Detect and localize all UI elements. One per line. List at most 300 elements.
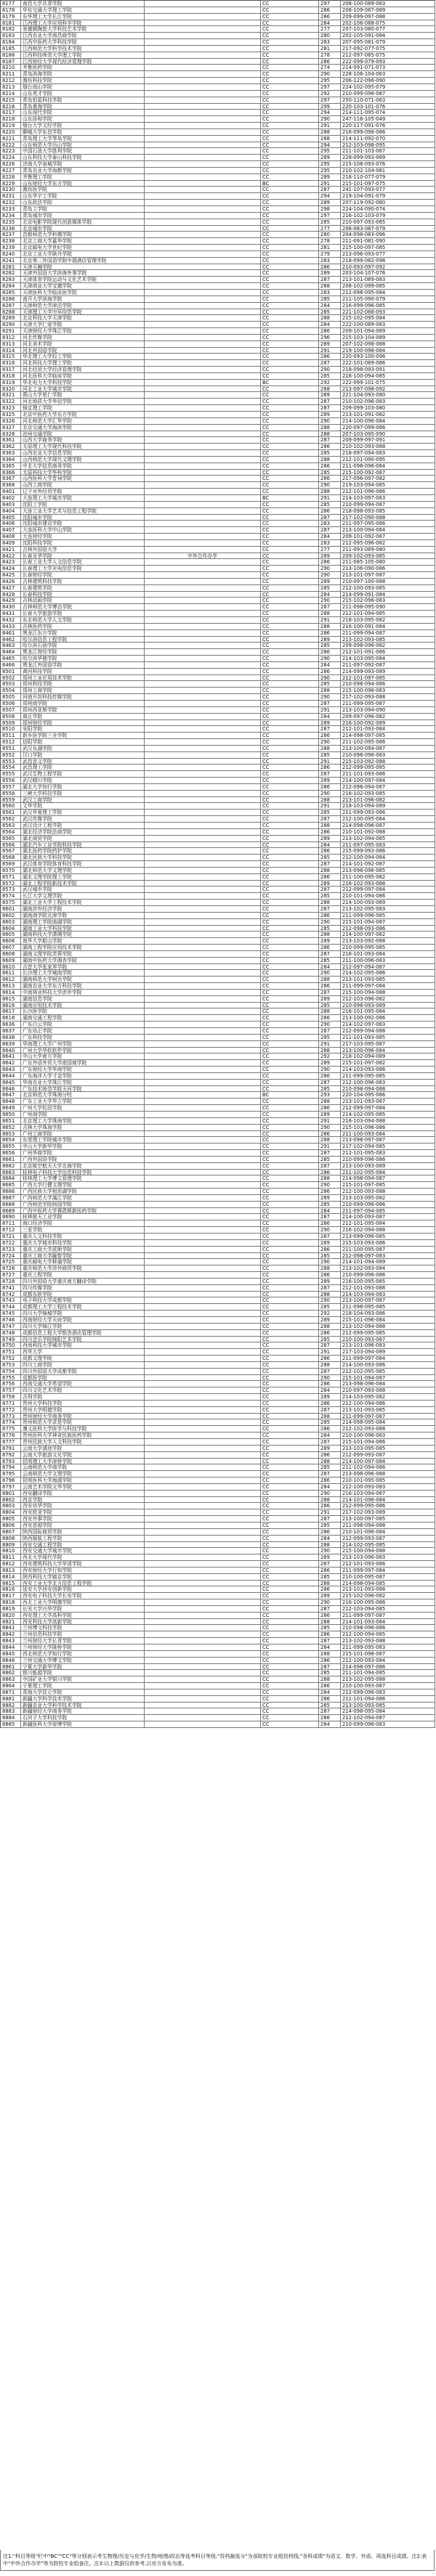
table-row	[1, 803, 435, 810]
school-code-cell: 8574	[1, 893, 21, 899]
school-code-cell: 8224	[1, 155, 21, 160]
school-name-cell: 南昌大学共青学院	[21, 1, 145, 7]
table-row	[1, 1163, 435, 1170]
school-name-cell: 西安欧亚学院	[21, 1509, 145, 1515]
school-name-cell: 湖北商贸学院	[21, 836, 145, 841]
school-code-cell: 8553	[1, 759, 21, 765]
school-name-cell: 湖南工业大学科技学院	[21, 926, 145, 932]
table-row	[1, 881, 435, 887]
min-score-cell: 290	[319, 739, 341, 745]
subject-scores-cell: 213-100-093-085	[341, 1703, 435, 1708]
table-row	[1, 1619, 435, 1626]
subject-scores-cell: 209-099-103-080	[341, 405, 435, 411]
school-name-cell: 吉林医药学院	[21, 624, 145, 629]
subject-scores-cell: 210-100-093-087	[341, 1683, 435, 1689]
min-score-cell: 288	[319, 1542, 341, 1548]
subject-scores-cell: 218-110-077-079	[341, 174, 435, 180]
school-code-cell: 8409	[1, 540, 21, 546]
min-score-cell: 288	[319, 1099, 341, 1104]
min-score-cell: 285	[319, 296, 341, 302]
remark-cell	[145, 1426, 261, 1432]
table-row	[1, 1279, 435, 1285]
subject-scores-cell: 220-093-100-096	[341, 354, 435, 359]
school-code-cell: 8462	[1, 637, 21, 643]
table-row	[1, 283, 435, 290]
school-name-cell: 陕西服装工程学院	[21, 1536, 145, 1541]
subject-level-cell: CC	[261, 26, 319, 32]
subject-scores-cell: 213-100-093-089	[341, 1163, 435, 1169]
subject-scores-cell: 211-091-081-090	[341, 238, 435, 244]
school-code-cell: 8561	[1, 810, 21, 815]
remark-cell	[145, 14, 261, 20]
school-code-cell: 8726	[1, 1265, 21, 1271]
remark-cell	[145, 296, 261, 302]
subject-scores-cell: 213-098-096-084	[341, 1381, 435, 1387]
min-score-cell: 290	[319, 1125, 341, 1130]
remark-cell	[145, 1419, 261, 1425]
subject-scores-cell: 213-101-096-083	[341, 1342, 435, 1348]
table-row	[1, 360, 435, 367]
school-code-cell: 8319	[1, 380, 21, 386]
remark-cell	[145, 1028, 261, 1034]
min-score-cell: 287	[319, 886, 341, 892]
school-name-cell: 济南大学泉城学院	[21, 161, 145, 167]
school-code-cell: 8461	[1, 630, 21, 636]
subject-level-cell: CC	[261, 1439, 319, 1445]
subject-scores-cell: 211-099-097-084	[341, 1356, 435, 1361]
school-code-cell: 8284	[1, 283, 21, 289]
school-code-cell: 8814	[1, 1574, 21, 1580]
subject-scores-cell: 209-099-097-091	[341, 437, 435, 443]
subject-scores-cell: 212-102-093-088	[341, 1426, 435, 1432]
subject-level-cell: CC	[261, 996, 319, 1002]
remark-cell	[145, 200, 261, 205]
remark-cell	[145, 791, 261, 796]
school-code-cell: 8570	[1, 868, 21, 873]
remark-cell	[145, 129, 261, 135]
subject-level-cell: CC	[261, 1259, 319, 1265]
subject-level-cell: CC	[261, 977, 319, 982]
min-score-cell: 286	[319, 1683, 341, 1689]
school-name-cell: 黑龙江财经学院	[21, 649, 145, 655]
subject-level-cell: CC	[261, 1471, 319, 1477]
remark-cell	[145, 1407, 261, 1413]
subject-level-cell: CC	[261, 245, 319, 250]
subject-scores-cell: 214-099-093-089	[341, 669, 435, 674]
table-row	[1, 611, 435, 617]
min-score-cell: 290	[319, 418, 341, 424]
subject-scores-cell: 214-101-092-087	[341, 861, 435, 867]
table-row	[1, 1606, 435, 1613]
subject-scores-cell: 213-103-092-088	[341, 938, 435, 944]
school-name-cell: 宁夏大学新华学院	[21, 1664, 145, 1670]
subject-level-cell: CC	[261, 1337, 319, 1342]
min-score-cell: 286	[319, 1381, 341, 1387]
school-name-cell: 广州商学院	[21, 1112, 145, 1117]
school-name-cell: 成都文理学院	[21, 1356, 145, 1361]
school-code-cell: 8315	[1, 354, 21, 359]
school-name-cell: 西安财经大学行知学院	[21, 1568, 145, 1573]
subject-scores-cell: 211-101-093-085	[341, 1035, 435, 1040]
school-code-cell: 8792	[1, 1452, 21, 1458]
subject-level-cell: CC	[261, 1561, 319, 1567]
school-code-cell: 8749	[1, 1337, 21, 1342]
school-name-cell: 桂林理工大学博文管理学院	[21, 1175, 145, 1181]
school-name-cell: 天津商业大学宝德学院	[21, 283, 145, 289]
subject-scores-cell: 216-100-095-085	[341, 1279, 435, 1284]
school-name-cell: 天津财经大学珠江学院	[21, 328, 145, 334]
table-row	[1, 900, 435, 906]
remark-cell	[145, 1195, 261, 1201]
table-row	[1, 168, 435, 174]
school-code-cell: 8795	[1, 1471, 21, 1477]
min-score-cell: 290	[319, 598, 341, 603]
min-score-cell: 285	[319, 893, 341, 899]
table-row	[1, 1202, 435, 1208]
subject-scores-cell: 219-103-094-085	[341, 482, 435, 488]
school-name-cell: 青岛恒星科技学院	[21, 97, 145, 103]
remark-cell	[145, 1523, 261, 1528]
subject-level-cell: CC	[261, 900, 319, 905]
subject-scores-cell: 211-099-096-085	[341, 913, 435, 918]
school-code-cell: 8501	[1, 669, 21, 674]
subject-scores-cell: 213-100-096-084	[341, 1048, 435, 1053]
school-code-cell: 8608	[1, 951, 21, 957]
subject-scores-cell: 218-102-094-089	[341, 1053, 435, 1059]
school-code-cell: 8563	[1, 823, 21, 828]
table-row	[1, 116, 435, 123]
school-code-cell: 8650	[1, 1112, 21, 1117]
school-code-cell: 8791	[1, 1446, 21, 1451]
school-name-cell: 山西工商学院	[21, 482, 145, 488]
subject-scores-cell: 215-108-093-076	[341, 161, 435, 167]
subject-scores-cell: 220-097-099-086	[341, 425, 435, 431]
school-code-cell: 8806	[1, 1523, 21, 1528]
school-code-cell: 8229	[1, 181, 21, 187]
subject-level-cell: CC	[261, 720, 319, 726]
remark-cell	[145, 1509, 261, 1515]
subject-scores-cell: 212-103-096-082	[341, 996, 435, 1002]
remark-cell	[145, 1516, 261, 1522]
subject-level-cell: CC	[261, 110, 319, 115]
subject-scores-cell: 212-098-097-083	[341, 1253, 435, 1259]
min-score-cell: 290	[319, 1227, 341, 1233]
min-score-cell: 290	[319, 71, 341, 77]
table-row	[1, 245, 435, 251]
table-row	[1, 1086, 435, 1093]
school-name-cell: 天津体育学院运动与文化艺术学院	[21, 277, 145, 282]
remark-cell	[145, 1568, 261, 1573]
school-code-cell: 8285	[1, 290, 21, 295]
subject-level-cell: CC	[261, 881, 319, 886]
remark-cell	[145, 1067, 261, 1072]
remark-cell	[145, 1586, 261, 1592]
remark-cell	[145, 836, 261, 841]
min-score-cell: 286	[319, 1529, 341, 1535]
subject-level-cell: CC	[261, 707, 319, 713]
min-score-cell: 291	[319, 123, 341, 129]
subject-level-cell: CC	[261, 1067, 319, 1072]
table-row	[1, 123, 435, 129]
school-code-cell: 8506	[1, 701, 21, 706]
subject-scores-cell: 210-098-094-086	[341, 681, 435, 687]
remark-cell	[145, 463, 261, 469]
min-score-cell: 290	[319, 1548, 341, 1554]
subject-level-cell: CC	[261, 1349, 319, 1355]
remark-cell	[145, 1125, 261, 1130]
min-score-cell: 284	[319, 1536, 341, 1541]
table-row	[1, 746, 435, 752]
table-row	[1, 938, 435, 945]
school-name-cell: 四川文化艺术学院	[21, 1387, 145, 1393]
subject-level-cell: CC	[261, 861, 319, 867]
subject-scores-cell: 213-101-093-085	[341, 977, 435, 982]
school-name-cell: 汉口学院	[21, 752, 145, 758]
min-score-cell: 286	[319, 630, 341, 636]
school-code-cell: 8728	[1, 1279, 21, 1284]
table-row	[1, 354, 435, 360]
school-code-cell: 8431	[1, 611, 21, 616]
subject-level-cell: CC	[261, 611, 319, 616]
remark-cell	[145, 386, 261, 392]
remark-cell	[145, 1401, 261, 1406]
subject-scores-cell: 210-099-096-083	[341, 1721, 435, 1727]
min-score-cell: 287	[319, 604, 341, 610]
school-name-cell: 江西科技师范大学理工学院	[21, 52, 145, 58]
school-code-cell: 8724	[1, 1253, 21, 1259]
school-code-cell: 8217	[1, 110, 21, 115]
table-row	[1, 1240, 435, 1247]
subject-scores-cell: 208-100-089-083	[341, 1, 435, 7]
school-code-cell: 8643	[1, 1067, 21, 1072]
subject-level-cell: CC	[261, 444, 319, 449]
subject-scores-cell: 215-101-097-082	[341, 1060, 435, 1066]
remark-cell	[145, 84, 261, 90]
remark-cell	[145, 1022, 261, 1027]
school-code-cell: 8362	[1, 444, 21, 449]
subject-scores-cell: 212-097-094-087	[341, 964, 435, 970]
school-code-cell: 8286	[1, 296, 21, 302]
min-score-cell: 288	[319, 1292, 341, 1297]
min-score-cell: 287	[319, 701, 341, 706]
subject-scores-cell: 215-102-096-083	[341, 598, 435, 603]
min-score-cell: 289	[319, 270, 341, 276]
school-name-cell: 新乡医学院三全学院	[21, 733, 145, 738]
school-code-cell: 8312	[1, 335, 21, 341]
school-name-cell: 广东财经大学华商学院	[21, 1067, 145, 1072]
school-code-cell: 8316	[1, 360, 21, 366]
school-name-cell: 黑龙江外国语学院	[21, 662, 145, 668]
table-row	[1, 380, 435, 386]
school-name-cell: 东莞理工学院城市学院	[21, 1137, 145, 1143]
min-score-cell: 286	[319, 1426, 341, 1432]
remark-cell	[145, 322, 261, 327]
subject-scores-cell: 214-103-095-082	[341, 1394, 435, 1400]
remark-cell	[145, 425, 261, 431]
table-row	[1, 681, 435, 688]
subject-level-cell: CC	[261, 1112, 319, 1117]
min-score-cell: 283	[319, 540, 341, 546]
min-score-cell: 288	[319, 1175, 341, 1181]
remark-cell	[145, 733, 261, 738]
remark-cell	[145, 861, 261, 867]
school-name-cell: 武汉晴川学院	[21, 778, 145, 783]
school-name-cell: 广州大学华软软件学院	[21, 1048, 145, 1053]
subject-level-cell: CC	[261, 59, 319, 65]
school-code-cell: 8651	[1, 1118, 21, 1124]
min-score-cell: 289	[319, 174, 341, 180]
subject-level-cell: CC	[261, 174, 319, 180]
subject-scores-cell: 211-100-093-084	[341, 1131, 435, 1137]
subject-scores-cell: 212-100-094-085	[341, 1631, 435, 1637]
school-code-cell: 8572	[1, 881, 21, 886]
subject-level-cell: CC	[261, 791, 319, 796]
min-score-cell: 284	[319, 322, 341, 327]
subject-level-cell: CC	[261, 412, 319, 417]
table-row	[1, 1484, 435, 1491]
subject-level-cell: BC	[261, 380, 319, 386]
remark-cell	[145, 1003, 261, 1008]
remark-cell	[145, 1439, 261, 1445]
remark-cell	[145, 1561, 261, 1567]
subject-scores-cell: 210-098-096-083	[341, 752, 435, 758]
min-score-cell: 283	[319, 258, 341, 264]
remark-cell	[145, 1272, 261, 1278]
min-score-cell: 291	[319, 1349, 341, 1355]
subject-scores-cell: 222-099-101-075	[341, 380, 435, 386]
table-row	[1, 78, 435, 84]
school-name-cell: 成都理工大学工程技术学院	[21, 1304, 145, 1310]
remark-cell	[145, 932, 261, 937]
subject-scores-cell: 216-103-094-088	[341, 1118, 435, 1124]
table-row	[1, 791, 435, 797]
remark-cell	[145, 1356, 261, 1361]
remark-cell	[145, 482, 261, 488]
school-code-cell: 8211	[1, 71, 21, 77]
school-code-cell: 8240	[1, 251, 21, 257]
school-code-cell: 8221	[1, 136, 21, 142]
subject-scores-cell: 217-102-090-088	[341, 515, 435, 521]
subject-level-cell: CC	[261, 1484, 319, 1490]
remark-cell	[145, 1086, 261, 1092]
school-name-cell: 青海大学昆仑学院	[21, 1690, 145, 1695]
school-name-cell: 武汉东湖学院	[21, 746, 145, 751]
remark-cell	[145, 1008, 261, 1014]
remark-cell	[145, 1715, 261, 1721]
subject-level-cell: CC	[261, 1292, 319, 1297]
subject-scores-cell: 215-101-096-084	[341, 1317, 435, 1323]
school-code-cell: 8283	[1, 277, 21, 282]
table-row	[1, 258, 435, 264]
school-code-cell: 8218	[1, 116, 21, 122]
school-code-cell: 8212	[1, 78, 21, 83]
subject-scores-cell: 211-099-097-087	[341, 1414, 435, 1419]
remark-cell	[145, 232, 261, 237]
table-row	[1, 39, 435, 46]
school-code-cell: 8213	[1, 84, 21, 90]
school-name-cell: 武汉传媒学院	[21, 816, 145, 822]
school-code-cell: 8181	[1, 20, 21, 26]
remark-cell	[145, 1214, 261, 1220]
table-row	[1, 848, 435, 855]
remark-cell	[145, 206, 261, 212]
subject-scores-cell: 221-102-088-093	[341, 309, 435, 315]
table-row	[1, 367, 435, 373]
table-row	[1, 52, 435, 59]
school-code-cell: 8321	[1, 392, 21, 398]
school-code-cell: 8288	[1, 309, 21, 315]
remark-cell	[145, 881, 261, 886]
school-name-cell: 昆明理工大学津桥学院	[21, 1459, 145, 1464]
school-name-cell: 西安翻译学院	[21, 1491, 145, 1496]
school-name-cell: 西南科技大学城市学院	[21, 1342, 145, 1348]
remark-cell	[145, 784, 261, 790]
subject-level-cell: CC	[261, 585, 319, 591]
subject-scores-cell: 211-098-095-085	[341, 1304, 435, 1310]
table-row	[1, 1234, 435, 1240]
table-row	[1, 726, 435, 733]
subject-scores-cell: 213-103-095-085	[341, 1446, 435, 1451]
subject-level-cell: CC	[261, 7, 319, 13]
min-score-cell: 291	[319, 1118, 341, 1124]
min-score-cell: 287	[319, 990, 341, 995]
subject-level-cell: CC	[261, 1703, 319, 1708]
table-row	[1, 1625, 435, 1631]
table-row	[1, 1182, 435, 1189]
school-code-cell: 8555	[1, 771, 21, 777]
subject-scores-cell: 211-101-103-067	[341, 148, 435, 154]
subject-level-cell: CC	[261, 1381, 319, 1387]
school-name-cell: 湖北工程学院新技术学院	[21, 881, 145, 886]
subject-level-cell: BC	[261, 495, 319, 501]
subject-level-cell: CC	[261, 1060, 319, 1066]
subject-scores-cell: 214-102-097-083	[341, 1022, 435, 1027]
school-name-cell: 武汉城市学院	[21, 886, 145, 892]
subject-level-cell: CC	[261, 669, 319, 674]
subject-scores-cell: 209-101-092-087	[341, 534, 435, 539]
subject-level-cell: CC	[261, 662, 319, 668]
remark-cell	[145, 643, 261, 648]
table-row	[1, 1432, 435, 1439]
school-code-cell: 8885	[1, 1721, 21, 1727]
table-row	[1, 1581, 435, 1587]
school-name-cell: 长春财经学院	[21, 572, 145, 578]
subject-scores-cell: 202-105-091-084	[341, 33, 435, 38]
subject-level-cell: CC	[261, 1542, 319, 1548]
school-name-cell: 青岛农业大学海都学院	[21, 168, 145, 174]
subject-level-cell: CC	[261, 1253, 319, 1259]
min-score-cell: 286	[319, 1131, 341, 1137]
table-row	[1, 136, 435, 142]
remark-cell	[145, 855, 261, 860]
subject-scores-cell: 214-091-071-073	[341, 65, 435, 70]
remark-cell	[145, 1253, 261, 1259]
min-score-cell: 286	[319, 784, 341, 790]
subject-scores-cell: 213-103-096-083	[341, 1554, 435, 1560]
table-row	[1, 694, 435, 701]
subject-level-cell: CC	[261, 906, 319, 912]
table-row	[1, 1175, 435, 1182]
subject-level-cell: CC	[261, 1568, 319, 1573]
subject-scores-cell: 215-103-093-086	[341, 1240, 435, 1246]
subject-scores-cell: 217-103-095-087	[341, 1041, 435, 1047]
school-name-cell: 哈尔滨华德学院	[21, 656, 145, 661]
min-score-cell: 286	[319, 1170, 341, 1175]
table-row	[1, 1503, 435, 1509]
min-score-cell: 287	[319, 1150, 341, 1156]
table-row	[1, 559, 435, 566]
subject-scores-cell: 212-101-093-084	[341, 726, 435, 732]
